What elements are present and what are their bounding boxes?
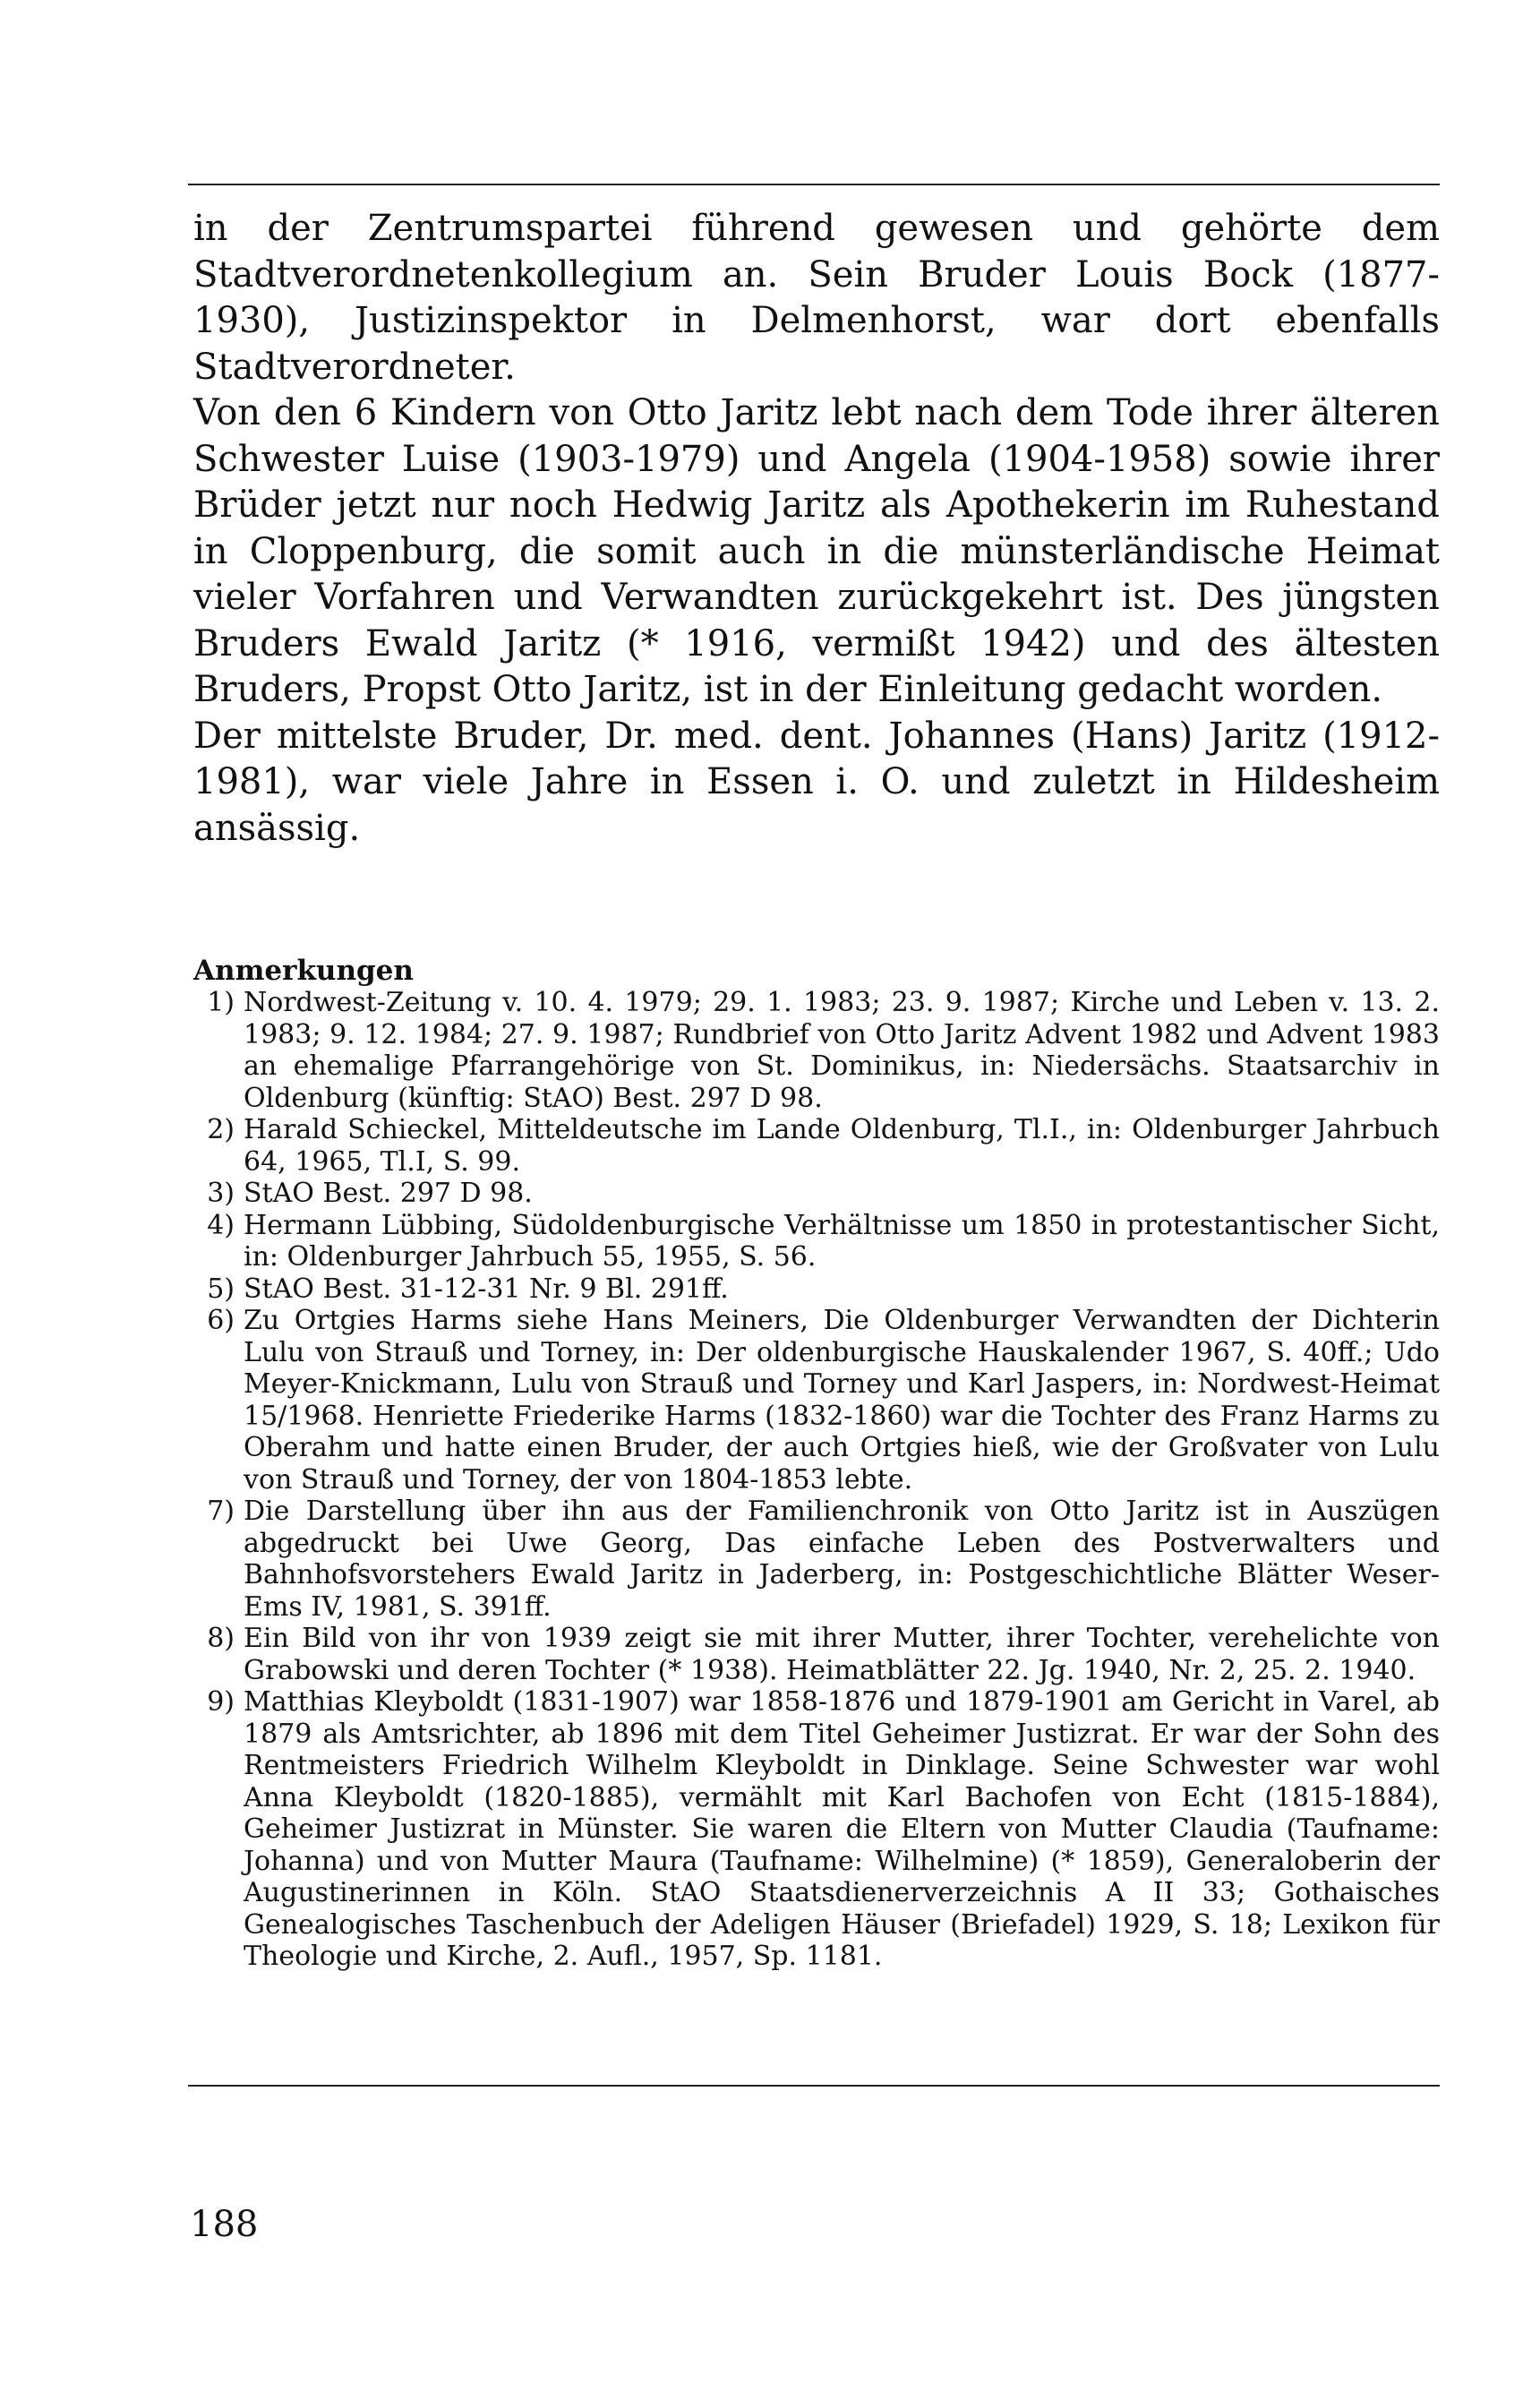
footnote-text: Die Darstellung über ihn aus der Familienchronik von Otto Jaritz ist in Auszügen abgedruckt bei Uwe Georg, Das einfache Leben des Postverwalters und Bahnhofsvorstehers Ewald Jaritz in Jaderberg, in: Postgeschichtliche Blätter Weser-Ems IV, 1981, S. 391ff. (244, 1496, 1440, 1623)
footnote-number: 3) (207, 1178, 235, 1209)
main-text (193, 206, 1440, 852)
footnote-number: 7) (207, 1496, 235, 1527)
footnote (193, 1686, 1440, 1973)
paragraph: in der Zentrumspartei führend gewesen und gehörte dem Stadtverordnetenkollegium an. Sein Bruder Louis Bock (1877-1930), Justizinspektor in Delmenhorst, war dort ebenfalls Stadtverordneter. (193, 208, 1440, 388)
footnote (193, 1210, 1440, 1273)
footnote (193, 1496, 1440, 1623)
footnote-text: Zu Ortgies Harms siehe Hans Meiners, Die Oldenburger Verwandten der Dichterin Lulu von Strauß und Torney, in: Der oldenburgische Hauskalender 1967, S. 40ff.; Udo Meyer-Knickmann, Lulu von Strauß und Torney und Karl Jaspers, in: Nordwest-Heimat 15/1968. Henriette Friederike Harms (1832-1860) war die Tochter des Franz Harms zu Oberahm und hatte einen Bruder, der auch Ortgies hieß, wie der Großvater von Lulu von Strauß und Torney, der von 1804-1853 lebte. (244, 1305, 1440, 1496)
footnote-number: 1) (207, 987, 235, 1018)
notes-section (193, 955, 1440, 1973)
paragraph: Der mittelste Bruder, Dr. med. dent. Johannes (Hans) Jaritz (1912-1981), war viele Jahre in Essen i. O. und zuletzt in Hildesheim ansässig. (193, 715, 1440, 849)
footnote-text: Matthias Kleyboldt (1831-1907) war 1858-1876 und 1879-1901 am Gericht in Varel, ab 1879 als Amtsrichter, ab 1896 mit dem Titel Geheimer Justizrat. Er war der Sohn des Rentmeisters Friedrich Wilhelm Kleyboldt in Dinklage. Seine Schwester war wohl Anna Kleyboldt (1820-1885), vermählt mit Karl Bachofen von Echt (1815-1884), Geheimer Justizrat in Münster. Sie waren die Eltern von Mutter Claudia (Taufname: Johanna) und von Mutter Maura (Taufname: Wilhelmine) (* 1859), Generaloberin der Augustinerinnen in Köln. StAO Staatsdienerverzeichnis A II 33; Gothaisches Genealogisches Taschenbuch der Adeligen Häuser (Briefadel) 1929, S. 18; Lexikon für Theologie und Kirche, 2. Aufl., 1957, Sp. 1181. (244, 1686, 1440, 1972)
footnote-number: 5) (207, 1273, 235, 1305)
footnote (193, 1114, 1440, 1178)
footnote-number: 4) (207, 1209, 235, 1241)
footnote-number: 2) (207, 1114, 235, 1145)
page-number: 188 (190, 2204, 259, 2245)
footnote-text: StAO Best. 297 D 98. (244, 1178, 533, 1209)
paragraph: Von den 6 Kindern von Otto Jaritz lebt nach dem Tode ihrer älteren Schwester Luise (1903-1979) und Angela (1904-1958) sowie ihrer Brüder jetzt nur noch Hedwig Jaritz als Apothekerin im Ruhestand in Cloppenburg, die somit auch in die münsterländische Heimat vieler Vorfahren und Verwandten zurückgekehrt ist. Des jüngsten Bruders Ewald Jaritz (* 1916, vermißt 1942) und des ältesten Bruders, Propst Otto Jaritz, ist in der Einleitung gedacht worden. (193, 392, 1440, 710)
footnote-text: Nordwest-Zeitung v. 10. 4. 1979; 29. 1. 1983; 23. 9. 1987; Kirche und Leben v. 13. 2. 1983; 9. 12. 1984; 27. 9. 1987; Rundbrief von Otto Jaritz Advent 1982 und Advent 1983 an ehemalige Pfarrangehörige von St. Dominikus, in: Niedersächs. Staatsarchiv in Oldenburg (künftig: StAO) Best. 297 D 98. (244, 987, 1440, 1114)
footnote-number: 8) (207, 1623, 235, 1654)
footnote (193, 1178, 1440, 1210)
footnote-text: Hermann Lübbing, Südoldenburgische Verhältnisse um 1850 in protestantischer Sicht, in: Oldenburger Jahrbuch 55, 1955, S. 56. (244, 1209, 1440, 1273)
footer-rule (188, 2085, 1440, 2087)
footnote (193, 1305, 1440, 1496)
footnote-number: 9) (207, 1686, 235, 1718)
footnote-text: Harald Schieckel, Mitteldeutsche im Lande Oldenburg, Tl.I., in: Oldenburger Jahrbuch 64, 1965, Tl.I, S. 99. (244, 1114, 1440, 1178)
notes-heading: Anmerkungen (193, 955, 414, 987)
header-rule (188, 184, 1440, 185)
footnote-text: StAO Best. 31-12-31 Nr. 9 Bl. 291ff. (244, 1273, 729, 1305)
footnote (193, 1623, 1440, 1686)
footnote (193, 1273, 1440, 1306)
footnote (193, 987, 1440, 1114)
footnote-text: Ein Bild von ihr von 1939 zeigt sie mit ihrer Mutter, ihrer Tochter, verehelichte von Grabowski und deren Tochter (* 1938). Heimatblätter 22. Jg. 1940, Nr. 2, 25. 2. 1940. (244, 1623, 1440, 1686)
footnote-number: 6) (207, 1305, 235, 1336)
